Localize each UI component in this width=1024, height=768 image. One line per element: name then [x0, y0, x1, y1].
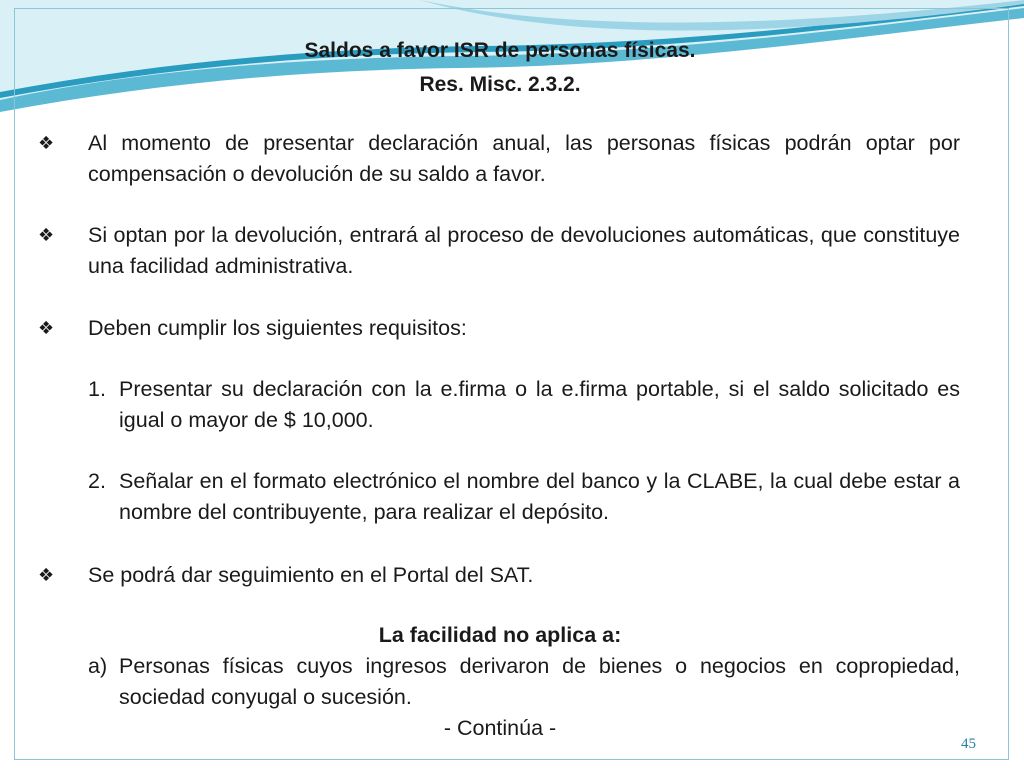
- exclusion-letter: a): [88, 654, 108, 678]
- bullet-icon: ❖: [38, 133, 55, 153]
- requirement-number: 2.: [88, 469, 106, 493]
- bullet-icon: ❖: [38, 225, 55, 245]
- bullet-text: Al momento de presentar declaración anual, las personas físicas podrán optar por compensación o devolución de su saldo a favor.: [88, 131, 960, 186]
- bullet-icon: ❖: [38, 318, 55, 338]
- continues-label: - Continúa -: [443, 716, 557, 740]
- slide-subtitle: Res. Misc. 2.3.2.: [419, 73, 581, 96]
- slide-title: Saldos a favor ISR de personas físicas.: [304, 39, 696, 62]
- bullet-text: Se podrá dar seguimiento en el Portal del SAT.: [88, 563, 534, 587]
- exclusion-heading: La facilidad no aplica a:: [378, 623, 622, 647]
- requirement-text: Presentar su declaración con la e.firma o la e.firma portable, si el saldo solicitado es igual o mayor de $ 10,000.: [119, 377, 960, 432]
- requirement-text: Señalar en el formato electrónico el nombre del banco y la CLABE, la cual debe estar a nombre del contribuyente, para realizar el depósito.: [119, 469, 960, 524]
- bullet-text: Si optan por la devolución, entrará al proceso de devoluciones automáticas, que constituye una facilidad administrativa.: [88, 223, 960, 278]
- exclusion-text: Personas físicas cuyos ingresos derivaron de bienes o negocios en copropiedad, sociedad conyugal o sucesión.: [119, 654, 960, 709]
- bullet-text: Deben cumplir los siguientes requisitos:: [88, 316, 467, 340]
- bullet-icon: ❖: [38, 565, 55, 585]
- page-number: 45: [961, 736, 976, 752]
- requirement-number: 1.: [88, 377, 106, 401]
